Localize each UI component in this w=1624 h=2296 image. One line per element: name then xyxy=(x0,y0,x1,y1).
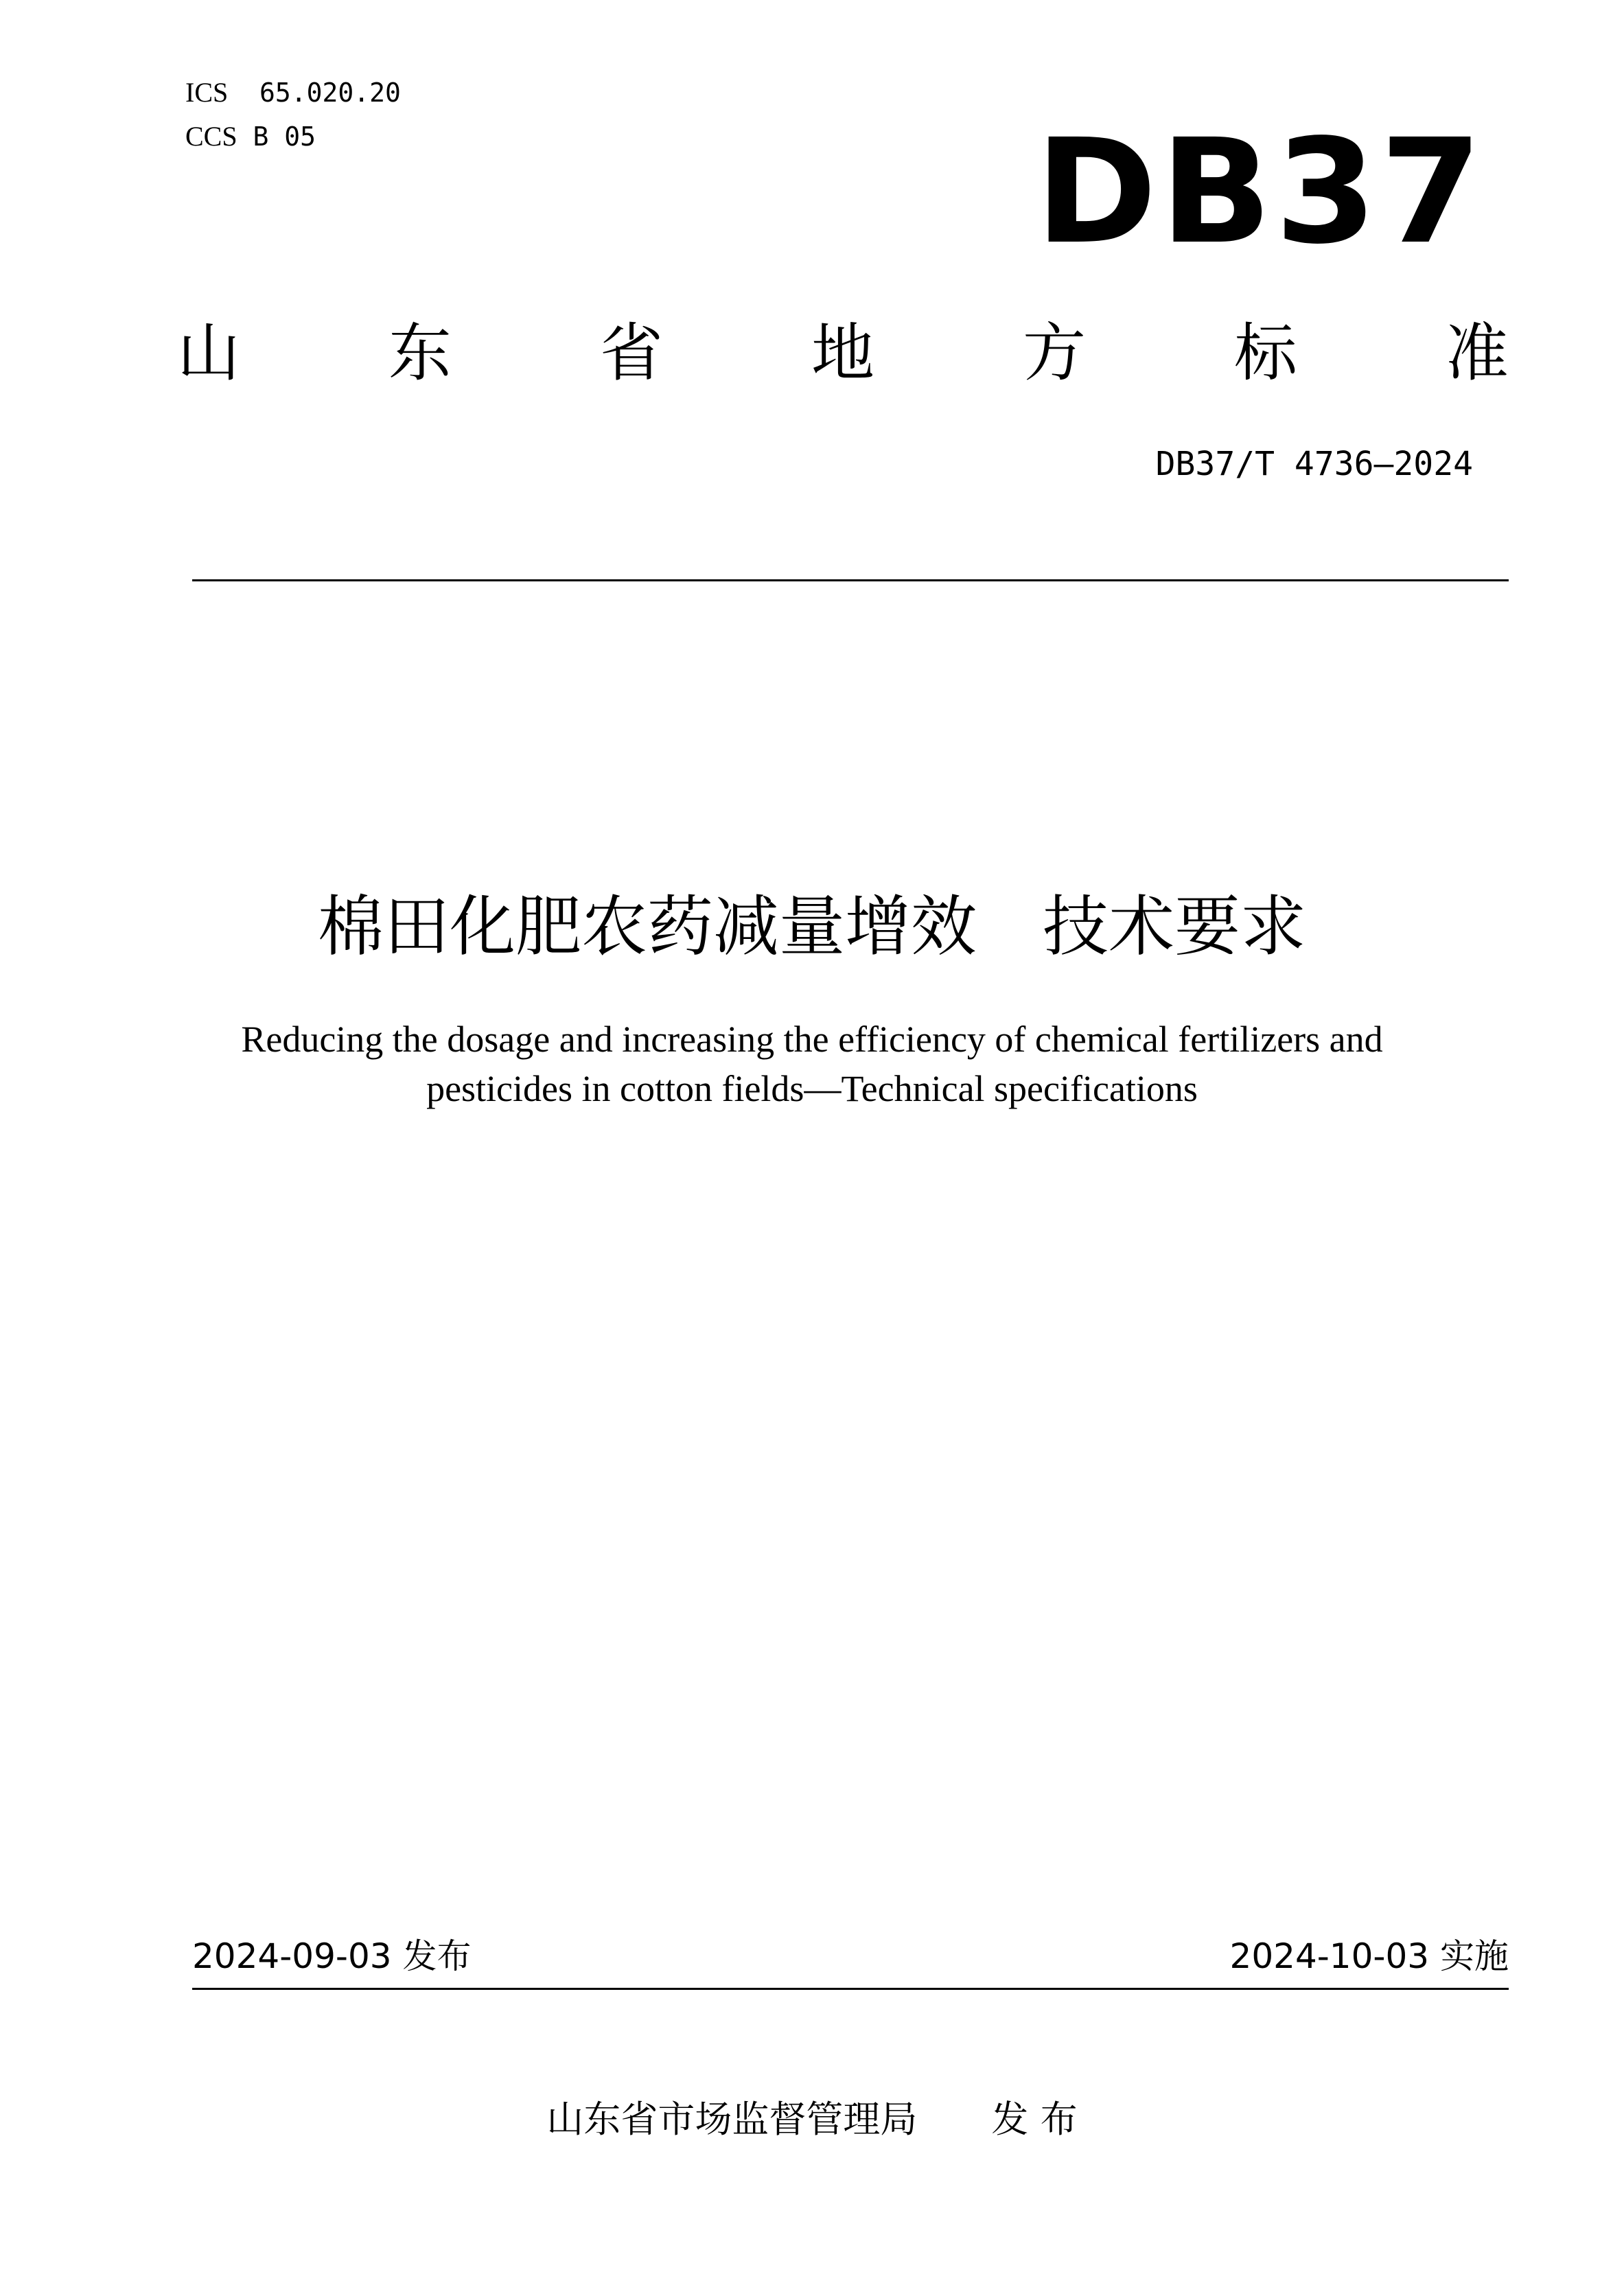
ccs-code xyxy=(185,121,316,152)
title-english-line-2: pesticides in cotton fields—Technical specifications xyxy=(426,1068,1198,1109)
ics-label: ICS xyxy=(185,77,229,108)
ccs-label: CCS xyxy=(185,121,237,152)
standard-level-heading xyxy=(177,316,1509,391)
standard-level-char: 地 xyxy=(811,316,874,390)
publisher: 山东省市场监督管理局 发 布 xyxy=(546,2098,1078,2141)
standard-level-char: 方 xyxy=(1022,316,1086,390)
standard-level-char: 标 xyxy=(1233,316,1297,390)
ccs-value: B 05 xyxy=(253,121,316,152)
standard-level-char: 省 xyxy=(599,316,663,390)
standard-number: DB37/T 4736—2024 xyxy=(1155,445,1473,483)
standard-level-char: 准 xyxy=(1445,316,1509,390)
standard-level-char: 东 xyxy=(388,316,452,390)
publish-date: 2024-09-03 发布 xyxy=(192,1936,472,1976)
title-chinese: 棉田化肥农药减量增效 技术要求 xyxy=(318,888,1306,965)
db37-logo: DB37 xyxy=(1035,108,1485,276)
footer-divider xyxy=(192,1988,1509,1990)
ics-value: 65.020.20 xyxy=(259,78,401,108)
effective-date: 2024-10-03 实施 xyxy=(1229,1936,1509,1976)
header-divider xyxy=(192,579,1509,581)
ics-code xyxy=(185,77,401,108)
title-english xyxy=(229,1014,1395,1113)
standard-level-char: 山 xyxy=(177,316,241,390)
title-english-line-1: Reducing the dosage and increasing the efficiency of chemical fertilizers and xyxy=(241,1019,1383,1060)
